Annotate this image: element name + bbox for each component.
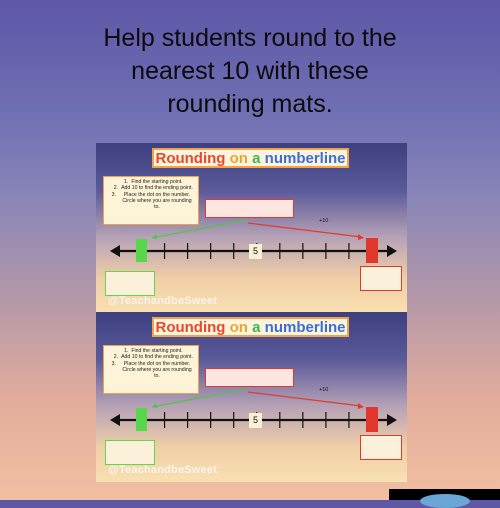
start-marker — [136, 239, 147, 262]
end-number-box[interactable] — [360, 435, 402, 460]
step-number: 3. — [111, 191, 116, 198]
step-text: Find the starting point. — [131, 179, 183, 185]
start-number-box[interactable] — [105, 271, 155, 296]
right-arrow-icon — [387, 245, 397, 257]
start-marker — [136, 408, 147, 431]
step-number: 3. — [111, 360, 116, 367]
creator-handle: @TeachandbeSweet — [108, 295, 218, 307]
step-text: Place the dot on the number. Circle where you are rounding to. — [122, 191, 192, 211]
title-word-a: a — [252, 150, 265, 167]
title-word-a: a — [252, 319, 265, 336]
title-word-numberline: numberline — [264, 319, 346, 336]
green-pointer-arrow — [152, 220, 246, 238]
headline — [40, 22, 460, 121]
red-pointer-arrow — [248, 223, 361, 237]
step-text: Add 10 to find the ending point. — [121, 354, 193, 361]
headline-line-3: rounding mats. — [167, 90, 333, 118]
step-number: 2. — [113, 354, 119, 361]
title-word-on: on — [225, 319, 253, 336]
end-number-box[interactable] — [360, 266, 402, 291]
right-arrow-icon — [387, 414, 397, 426]
headline-line-2: nearest 10 with these — [131, 57, 369, 85]
step-text: Place the dot on the number. Circle where you are rounding to. — [122, 360, 192, 380]
plus-ten-label: +10 — [319, 218, 329, 224]
midpoint-label: 5 — [249, 413, 262, 428]
title-word-rounding: Rounding — [155, 150, 226, 167]
headline-line-1: Help students round to the — [103, 24, 397, 52]
start-number-box[interactable] — [105, 440, 155, 465]
step-text: Find the starting point. — [131, 348, 183, 354]
end-marker — [366, 407, 378, 432]
plus-ten-label: +10 — [319, 387, 329, 393]
creator-handle: @TeachandbeSweet — [108, 464, 218, 476]
left-arrow-icon — [110, 414, 120, 426]
red-arrowhead — [358, 403, 364, 409]
end-marker — [366, 238, 378, 263]
step-text: Add 10 to find the ending point. — [121, 185, 193, 192]
midpoint-label: 5 — [249, 244, 262, 259]
title-word-numberline: numberline — [264, 150, 346, 167]
title-word-on: on — [225, 150, 253, 167]
green-pointer-arrow — [152, 389, 246, 407]
title-word-rounding: Rounding — [155, 319, 226, 336]
red-pointer-arrow — [248, 392, 361, 406]
red-arrowhead — [358, 234, 364, 240]
step-number: 2. — [113, 185, 119, 192]
step-number: 1. — [124, 348, 129, 354]
rounding-mat-2 — [96, 312, 407, 482]
rounding-mat-1 — [96, 143, 407, 313]
corner-logo-arc — [420, 494, 470, 508]
left-arrow-icon — [110, 245, 120, 257]
step-number: 1. — [124, 179, 129, 185]
